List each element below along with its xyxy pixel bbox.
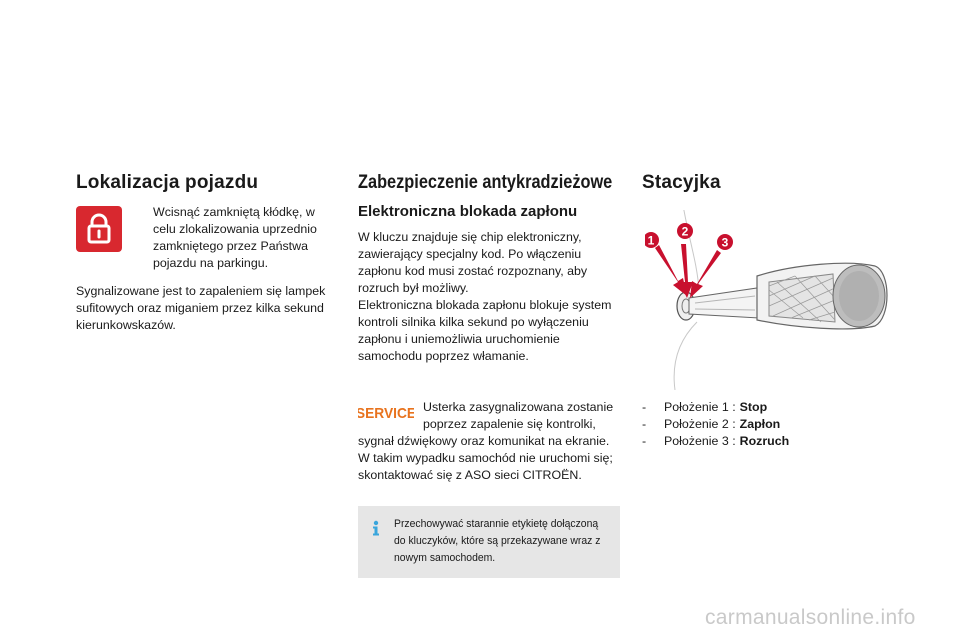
position-row: [642, 416, 842, 433]
locate-description: [76, 283, 334, 334]
watermark: carmanualsonline.info: [705, 606, 916, 629]
position-dash: -: [642, 434, 647, 448]
position-label: Położenie 1 :: [664, 400, 736, 414]
callout-1-label: 1: [647, 233, 655, 248]
immobiliser-paragraph-1: W kluczu znajduje się chip elektroniczny, zawierający specjalny kod. Po włączeniu zapłonu kod musi zostać rozpoznany, aby rozruch był możliwy.: [358, 230, 588, 295]
immobiliser-paragraph-2: Elektroniczna blokada zapłonu blokuje system kontroli silnika kilka sekund po wyłączeniu zapłonu i uniemożliwia uruchomienie samochodu poprzez włamanie.: [358, 298, 612, 363]
callout-2-label: 2: [681, 224, 689, 239]
position-row: [642, 399, 842, 416]
service-badge-text: SERVICE: [358, 404, 414, 422]
service-warning-text-rest: sygnał dźwiękowy oraz komunikat na ekranie. W takim wypadku samochód nie uruchomi się; skontaktować się z ASO sieci CITROËN.: [358, 434, 613, 482]
subsection-title-immobiliser: Elektroniczna blokada zapłonu: [358, 203, 578, 220]
position-dash: -: [642, 400, 647, 414]
section-title-ignition: Stacyjka: [642, 172, 721, 193]
info-icon: [368, 520, 384, 536]
callout-3-label: 3: [721, 235, 729, 250]
service-warning-text-indented: Usterka zasygnalizowana zostanie poprzez zapalenie się kontrolki,: [423, 400, 614, 431]
info-note-box: [358, 506, 620, 578]
position-value: Zapłon: [739, 417, 781, 431]
section-title-anti-theft: Zabezpieczenie antykradzieżowe: [358, 172, 613, 193]
section-title-locate: Lokalizacja pojazdu: [76, 172, 259, 193]
service-warning-rest: [358, 433, 620, 484]
immobiliser-subsection: [358, 203, 620, 365]
locate-description-text: Sygnalizowane jest to zapaleniem się lampek sufitowych oraz miganiem przez kilka sekund kierunkowskazów.: [76, 284, 326, 332]
column-anti-theft: [358, 172, 628, 194]
info-note-text: Przechowywać starannie etykietę dołączoną do kluczyków, które są przekazywane wraz z nowym samochodem.: [394, 518, 601, 564]
position-label: Położenie 3 :: [664, 434, 736, 448]
service-warning-icon: [358, 403, 414, 423]
position-dash: -: [642, 417, 647, 431]
ignition-positions-list: [642, 399, 842, 450]
column-ignition: [642, 172, 842, 194]
position-row: [642, 433, 842, 450]
position-label: Położenie 2 :: [664, 417, 736, 431]
service-warning-indented: [423, 399, 615, 433]
ignition-key-illustration: [645, 210, 895, 390]
locate-instruction-text: Wcisnąć zamkniętą kłódkę, w celu zlokalizowania uprzednio zamkniętego przez Państwa pojazdu na parkingu.: [153, 205, 317, 270]
column-locate-vehicle: [76, 172, 336, 194]
position-value: Stop: [739, 400, 768, 414]
lock-icon: [76, 206, 122, 252]
position-value: Rozruch: [739, 434, 790, 448]
